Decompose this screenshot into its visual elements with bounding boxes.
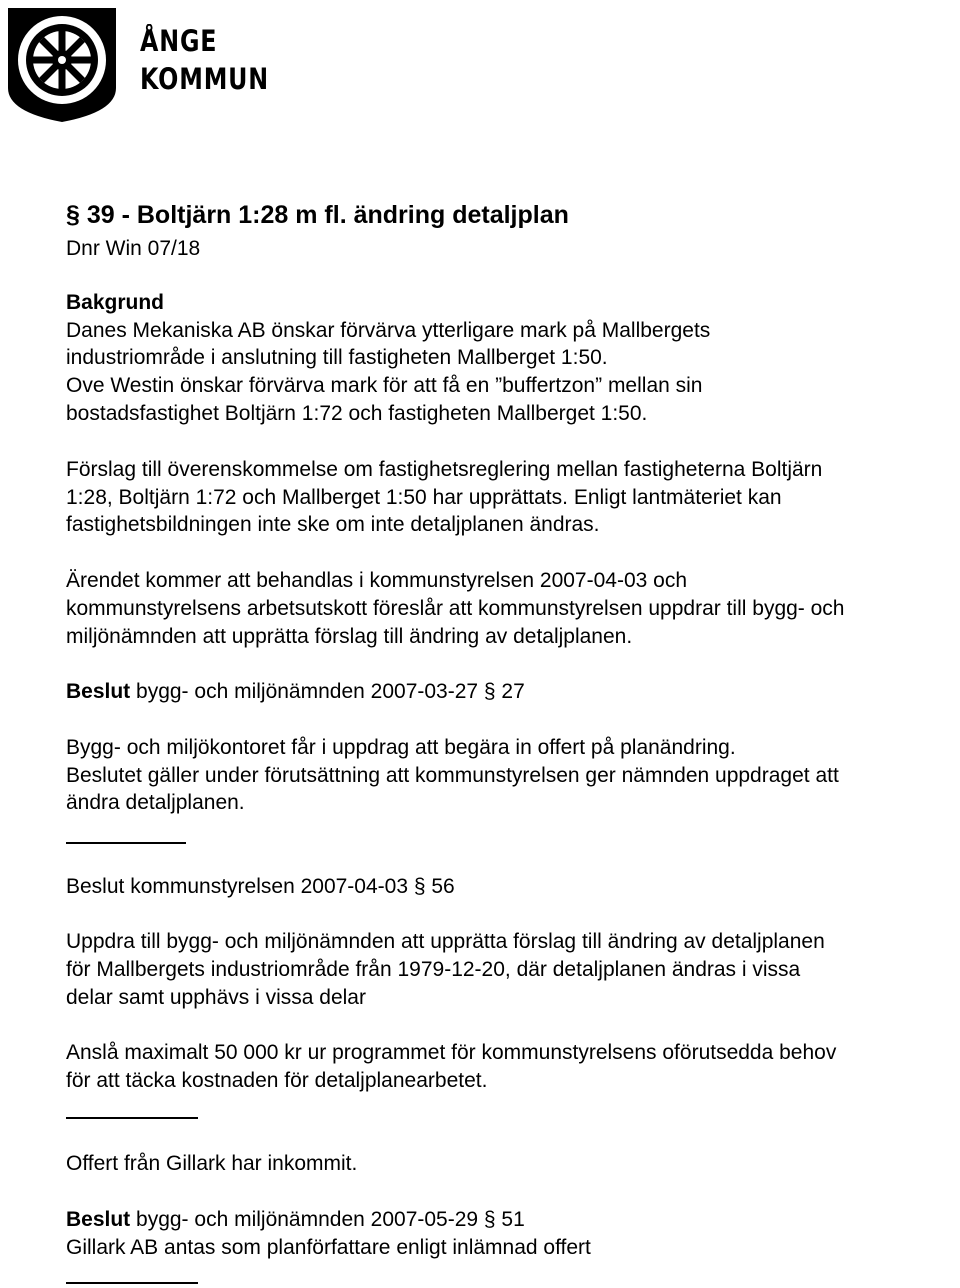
paragraph-line: Anslå maximalt 50 000 kr ur programmet för kommunstyrelsens oförutsedda behov (66, 1041, 837, 1064)
paragraph-line: Beslutet gäller under förutsättning att kommunstyrelsen ger nämnden uppdraget att (66, 764, 839, 787)
decision-reference: bygg- och miljönämnden 2007-03-27 § 27 (130, 680, 525, 703)
decision-reference: bygg- och miljönämnden 2007-05-29 § 51 (130, 1208, 525, 1231)
paragraph-line: Uppdra till bygg- och miljönämnden att upprätta förslag till ändring av detaljplanen (66, 930, 825, 953)
paragraph-line: Bygg- och miljökontoret får i uppdrag att begära in offert på planändring. (66, 736, 736, 759)
paragraph-line: miljönämnden att upprätta förslag till ändring av detaljplanen. (66, 625, 633, 648)
paragraph-line: Förslag till överenskommelse om fastighetsreglering mellan fastigheterna Boltjärn (66, 458, 823, 481)
section-heading-background: Bakgrund (66, 291, 165, 314)
offer-note: Offert från Gillark har inkommit. (66, 1152, 358, 1175)
page-title: § 39 - Boltjärn 1:28 m fl. ändring detaljplan (66, 201, 569, 229)
paragraph-line: fastighetsbildningen inte ske om inte detaljplanen ändras. (66, 513, 600, 536)
paragraph-line: industriområde i anslutning till fastigheten Mallberget 1:50. (66, 346, 608, 369)
paragraph-line: ändra detaljplanen. (66, 791, 245, 814)
logo-text-line1: ÅNGE (140, 24, 218, 58)
decision-label: Beslut (66, 1208, 131, 1231)
paragraph-line: kommunstyrelsens arbetsutskott föreslår att kommunstyrelsen uppdrar till bygg- och (66, 597, 845, 620)
section-divider (66, 842, 186, 844)
paragraph-line: Ove Westin önskar förvärva mark för att få en ”buffertzon” mellan sin (66, 374, 703, 397)
paragraph-line: Danes Mekaniska AB önskar förvärva ytterligare mark på Mallbergets (66, 319, 711, 342)
paragraph-line: bostadsfastighet Boltjärn 1:72 och fastigheten Mallberget 1:50. (66, 402, 648, 425)
municipality-logo (0, 0, 270, 130)
paragraph-line: för Mallbergets industriområde från 1979-12-20, där detaljplanen ändras i vissa (66, 958, 801, 981)
case-number: Dnr Win 07/18 (66, 237, 201, 260)
wheel-emblem-icon (4, 4, 120, 124)
decision-heading (66, 1206, 525, 1234)
paragraph-line: Gillark AB antas som planförfattare enligt inlämnad offert (66, 1236, 591, 1259)
paragraph-line: Ärendet kommer att behandlas i kommunstyrelsen 2007-04-03 och (66, 569, 687, 592)
decision-label: Beslut (66, 680, 131, 703)
section-divider (66, 1282, 198, 1284)
logo-text-line2: KOMMUN (140, 62, 270, 96)
paragraph-line: för att täcka kostnaden för detaljplanearbetet. (66, 1069, 488, 1092)
decision-heading (66, 678, 525, 706)
paragraph-line: delar samt upphävs i vissa delar (66, 986, 366, 1009)
section-divider (66, 1117, 198, 1119)
decision-heading: Beslut kommunstyrelsen 2007-04-03 § 56 (66, 875, 455, 898)
paragraph-line: 1:28, Boltjärn 1:72 och Mallberget 1:50 har upprättats. Enligt lantmäteriet kan (66, 486, 782, 509)
